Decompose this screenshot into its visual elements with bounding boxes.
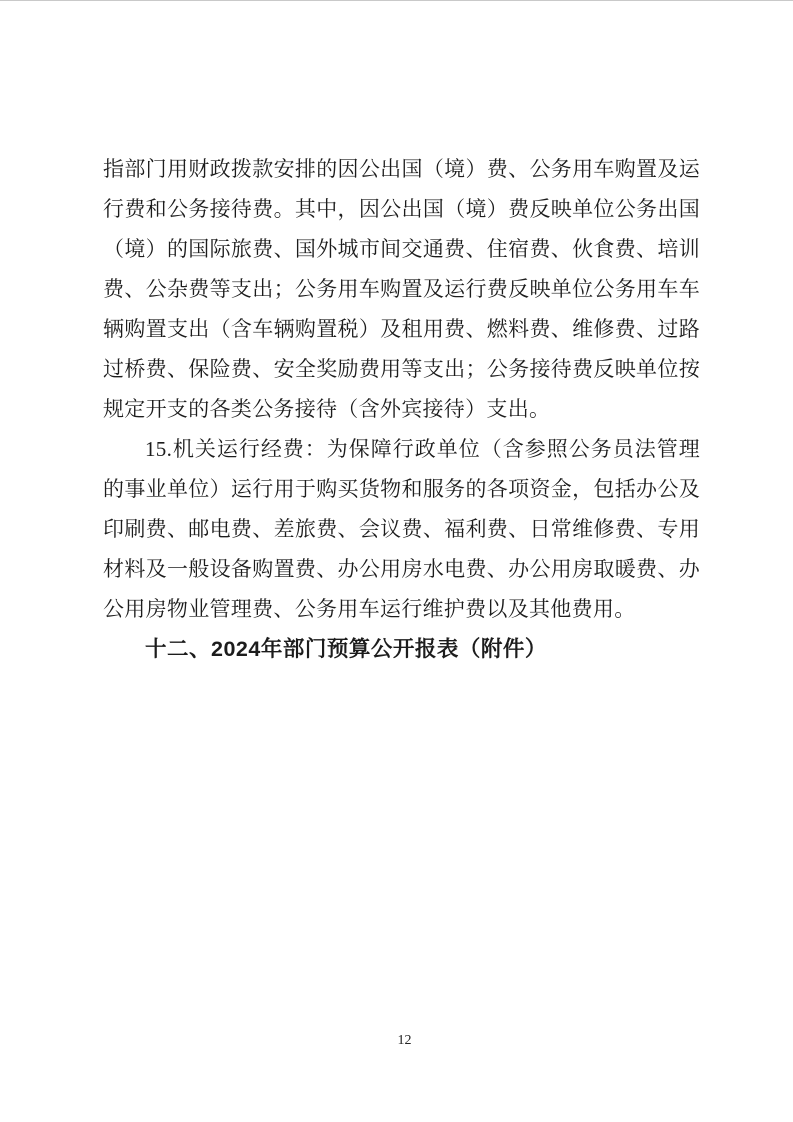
page-number: 12 [397, 1033, 412, 1048]
text-line: 材料及一般设备购置费、办公用房水电费、办公用房取暖费、办 [103, 557, 700, 581]
text-line: 过桥费、保险费、安全奖励费用等支出；公务接待费反映单位按 [103, 357, 700, 381]
text-line: （境）的国际旅费、国外城市间交通费、住宿费、伙食费、培训 [103, 237, 700, 261]
text-line: 行费和公务接待费。其中，因公出国（境）费反映单位公务出国 [103, 197, 700, 221]
text-line: 指部门用财政拨款安排的因公出国（境）费、公务用车购置及运 [103, 157, 700, 181]
text-line: 费、公杂费等支出；公务用车购置及运行费反映单位公务用车车 [103, 277, 700, 301]
text-line: 规定开支的各类公务接待（含外宾接待）支出。 [103, 397, 551, 421]
text-line: 印刷费、邮电费、差旅费、会议费、福利费、日常维修费、专用 [103, 517, 700, 541]
para-sangong-fees-definition [103, 149, 700, 429]
para-15-jiguan-yunxing-jingfei [103, 429, 700, 629]
text-line: 公用房物业管理费、公务用车运行维护费以及其他费用。 [103, 597, 636, 621]
content-area [103, 149, 700, 669]
text-line: 15.机关运行经费：为保障行政单位（含参照公务员法管理 [145, 437, 700, 461]
text-line: 十二、2024年部门预算公开报表（附件） [145, 637, 547, 661]
text-line: 辆购置支出（含车辆购置税）及租用费、燃料费、维修费、过路 [103, 317, 700, 341]
heading-section-12-budget-tables [103, 629, 700, 669]
text-line: 的事业单位）运行用于购买货物和服务的各项资金，包括办公及 [103, 477, 700, 501]
